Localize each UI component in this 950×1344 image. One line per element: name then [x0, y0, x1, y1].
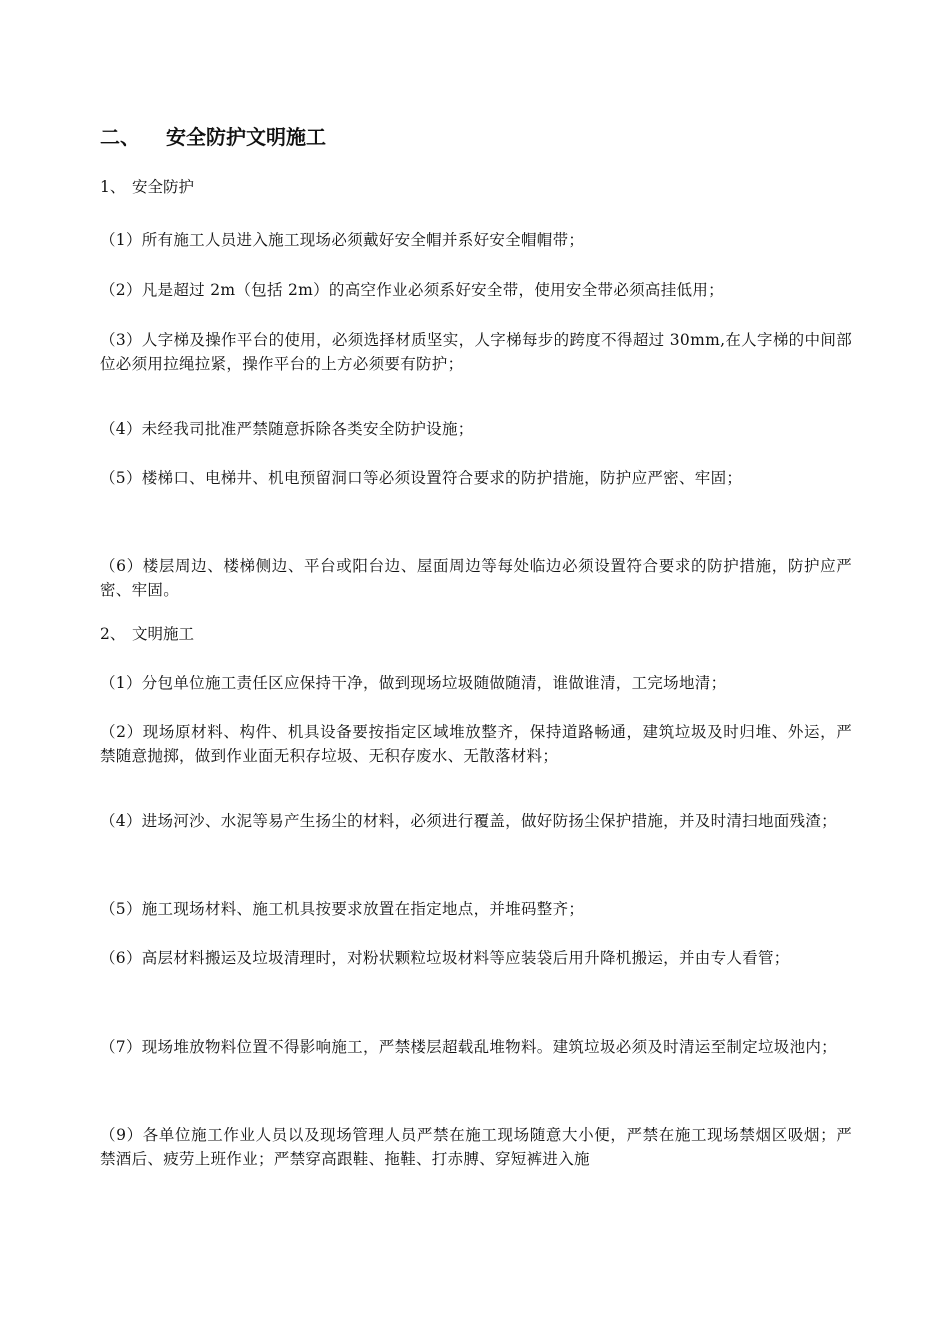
section-title: 安全防护文明施工 [166, 125, 326, 149]
subsection-title: 文明施工 [132, 625, 195, 643]
safety-item-1: （1）所有施工人员进入施工现场必须戴好安全帽并系好安全帽帽带； [100, 231, 585, 249]
safety-item-3: （3）人字梯及操作平台的使用，必须选择材质坚实，人字梯每步的跨度不得超过 30mm,在人字梯的中间部位必须用拉绳拉紧，操作平台的上方必须要有防护； [100, 331, 852, 373]
civilized-item-4: （4）进场河沙、水泥等易产生扬尘的材料，必须进行覆盖，做好防扬尘保护措施，并及时清扫地面残渣； [100, 812, 837, 830]
safety-item-4: （4）未经我司批准严禁随意拆除各类安全防护设施； [100, 420, 474, 438]
civilized-item-2: （2）现场原材料、构件、机具设备要按指定区域堆放整齐，保持道路畅通，建筑垃圾及时归堆、外运，严禁随意抛掷，做到作业面无积存垃圾、无积存废水、无散落材料； [100, 723, 852, 765]
subsection-title: 安全防护 [132, 178, 195, 196]
subsection-number: 2、 [100, 625, 126, 643]
safety-item-5: （5）楼梯口、电梯井、机电预留洞口等必须设置符合要求的防护措施，防护应严密、牢固； [100, 469, 743, 487]
civilized-item-5: （5）施工现场材料、施工机具按要求放置在指定地点，并堆码整齐； [100, 900, 585, 918]
safety-item-6: （6）楼层周边、楼梯侧边、平台或阳台边、屋面周边等每处临边必须设置符合要求的防护措施，防护应严密、牢固。 [100, 557, 852, 599]
subsection-heading-civilized [100, 622, 194, 646]
subsection-number: 1、 [100, 178, 126, 196]
section-heading [100, 122, 326, 152]
safety-item-2: （2）凡是超过 2m（包括 2m）的高空作业必须系好安全带，使用安全带必须高挂低用； [100, 281, 724, 299]
section-number: 二、 [100, 125, 140, 149]
civilized-item-9: （9）各单位施工作业人员以及现场管理人员严禁在施工现场随意大小便，严禁在施工现场禁烟区吸烟；严禁酒后、疲劳上班作业；严禁穿高跟鞋、拖鞋、打赤膊、穿短裤进入施 [100, 1126, 852, 1168]
subsection-heading-safety [100, 175, 194, 199]
civilized-item-1: （1）分包单位施工责任区应保持干净，做到现场垃圾随做随清，谁做谁清，工完场地清； [100, 674, 727, 692]
civilized-item-6: （6）高层材料搬运及垃圾清理时，对粉状颗粒垃圾材料等应装袋后用升降机搬运，并由专人看管； [100, 949, 790, 967]
civilized-item-7: （7）现场堆放物料位置不得影响施工，严禁楼层超载乱堆物料。建筑垃圾必须及时清运至制定垃圾池内； [100, 1038, 837, 1056]
